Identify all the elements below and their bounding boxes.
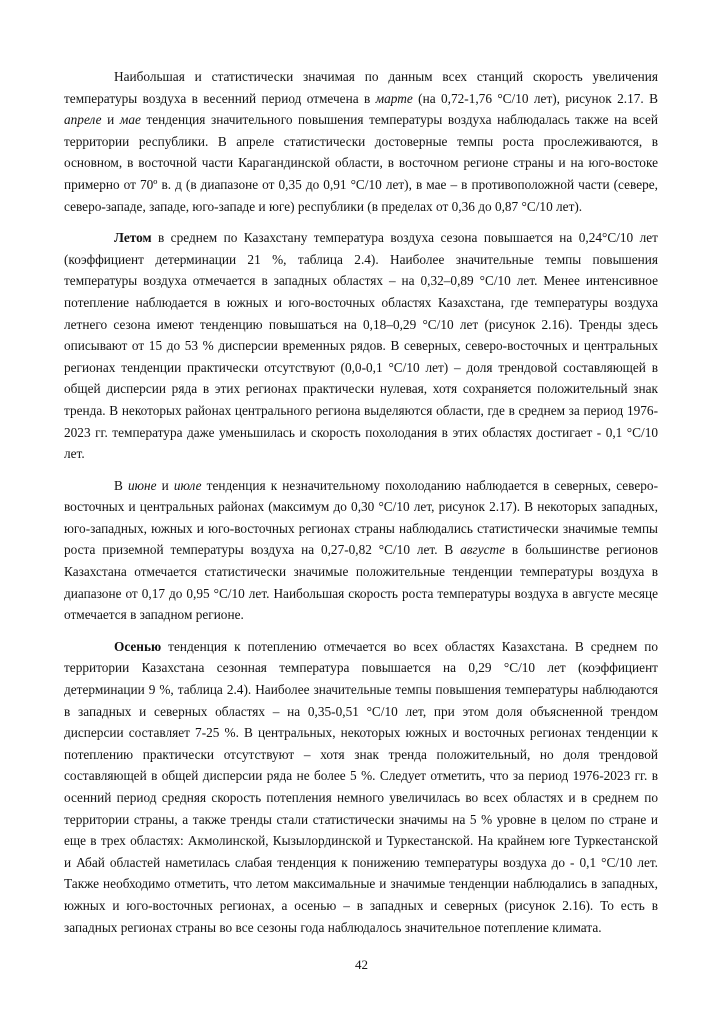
- italic-april: апреле: [64, 112, 102, 128]
- text-run: в большинстве регионов Казахстана отмечается статистически значимые положительные тенденции температуры воздуха в диапазоне от 0,17 до 0,95 °С/10 лет. Наибольшая скорость роста температуры воздуха в августе месяце отмечается в западном регионе.: [64, 542, 658, 623]
- text-run: Наибольшая и статистически значимая по данным всех станций скорость увеличения температуры воздуха в весенний период отмечена в: [64, 69, 658, 106]
- text-run: тенденция значительного повышения температуры воздуха наблюдалась также на всей территории республики. В апреле статистически достоверные темпы роста прослеживаются, в основном, в восточной части Карагандинской области, в восточном регионе страны и на юго-востоке примерно от 70º в. д (в диапазоне от 0,35 до 0,91 °С/10 лет), в мае – в противоположной части (севере, северо-западе, западе, юго-западе и юге) республики (в пределах от 0,36 до 0,87 °С/10 лет).: [64, 112, 659, 214]
- italic-march: марте: [375, 90, 413, 106]
- paragraph-spring: [64, 66, 658, 217]
- text-run: В: [114, 477, 128, 493]
- italic-june: июне: [127, 477, 157, 493]
- paragraph-autumn: [64, 636, 658, 938]
- italic-may: мае: [119, 112, 141, 128]
- bold-summer: Летом: [114, 230, 152, 246]
- document-page: [64, 66, 658, 938]
- text-run: в среднем по Казахстану температура воздуха сезона повышается на 0,24°С/10 лет (коэффициент детерминации 21 %, таблица 2.4). Наиболее значительные темпы повышения температуры воздуха отмечается в западных областях – на 0,32–0,89 °С/10 лет. Менее интенсивное потепление наблюдается в южных и юго-восточных областях Казахстана, где температуры воздуха летнего сезона имеют тенденцию повышаться на 0,18–0,29 °С/10 лет (рисунок 2.16). Тренды здесь описывают от 15 до 53 % дисперсии временных рядов. В северных, северо-восточных и центральных регионах тенденции практически отсутствуют (0,0-0,1 °С/10 лет) – доля трендовой составляющей в общей дисперсии ряда в этих регионах практически нулевая, хотя сохраняется положительный знак тренда. В некоторых районах центрального региона выделяются области, где в среднем за период 1976-2023 гг. температура даже уменьшилась и скорость похолодания в этих областях достигает - 0,1 °С/10 лет.: [64, 230, 658, 462]
- bold-autumn: Осенью: [114, 638, 162, 654]
- text-run: и: [101, 112, 120, 128]
- paragraph-summer: [64, 227, 658, 465]
- italic-july: июле: [173, 477, 202, 493]
- text-run: и: [156, 477, 174, 493]
- text-run: тенденция к незначительному похолоданию наблюдается в северных, северо-восточных и центральных районах (максимум до 0,30 °С/10 лет, рисунок 2.17). В некоторых западных, юго-западных, южных и юго-восточных регионах страны наблюдались статистически значимые темпы роста приземной температуры воздуха на 0,27-0,82 °С/10 лет. В: [64, 477, 659, 558]
- paragraph-june-july-august: [64, 475, 658, 626]
- text-run: тенденция к потеплению отмечается во всех областях Казахстана. В среднем по территории Казахстана сезонная температура повышается на 0,29 °С/10 лет (коэффициент детерминации 9 %, таблица 2.4). Наиболее значительные темпы повышения температуры наблюдаются в западных и северных областях – на 0,35-0,51 °С/10 лет, при этом доля объясненной трендом дисперсии составляет 7-25 %. В центральных, некоторых южных и восточных регионах тенденции к потеплению практически отсутствуют – хотя знак тренда положительный, но доля трендовой составляющей в общей дисперсии ряда не более 5 %. Следует отметить, что за период 1976-2023 гг. в осенний период средняя скорость потепления немного увеличилась во всех областях и в среднем по территории страны, а также тренды стали статистически значимы на 5 % уровне в целом по стране и еще в трех областях: Акмолинской, Кызылординской и Туркестанской. На крайнем юге Туркестанской и Абай областей наметилась слабая тенденция к понижению температуры воздуха до - 0,1 °С/10 лет. Также необходимо отметить, что летом максимальные и значимые тенденции наблюдались в западных, южных и юго-восточных регионах, а осенью – в западных и северных (рисунок 2.16). То есть в западных регионах страны во все сезоны года наблюдалось значительное потепление климата.: [64, 638, 658, 935]
- text-run: (на 0,72-1,76 °С/10 лет), рисунок 2.17. В: [412, 90, 658, 106]
- page-number: 42: [355, 957, 368, 972]
- italic-august: августе: [460, 542, 506, 558]
